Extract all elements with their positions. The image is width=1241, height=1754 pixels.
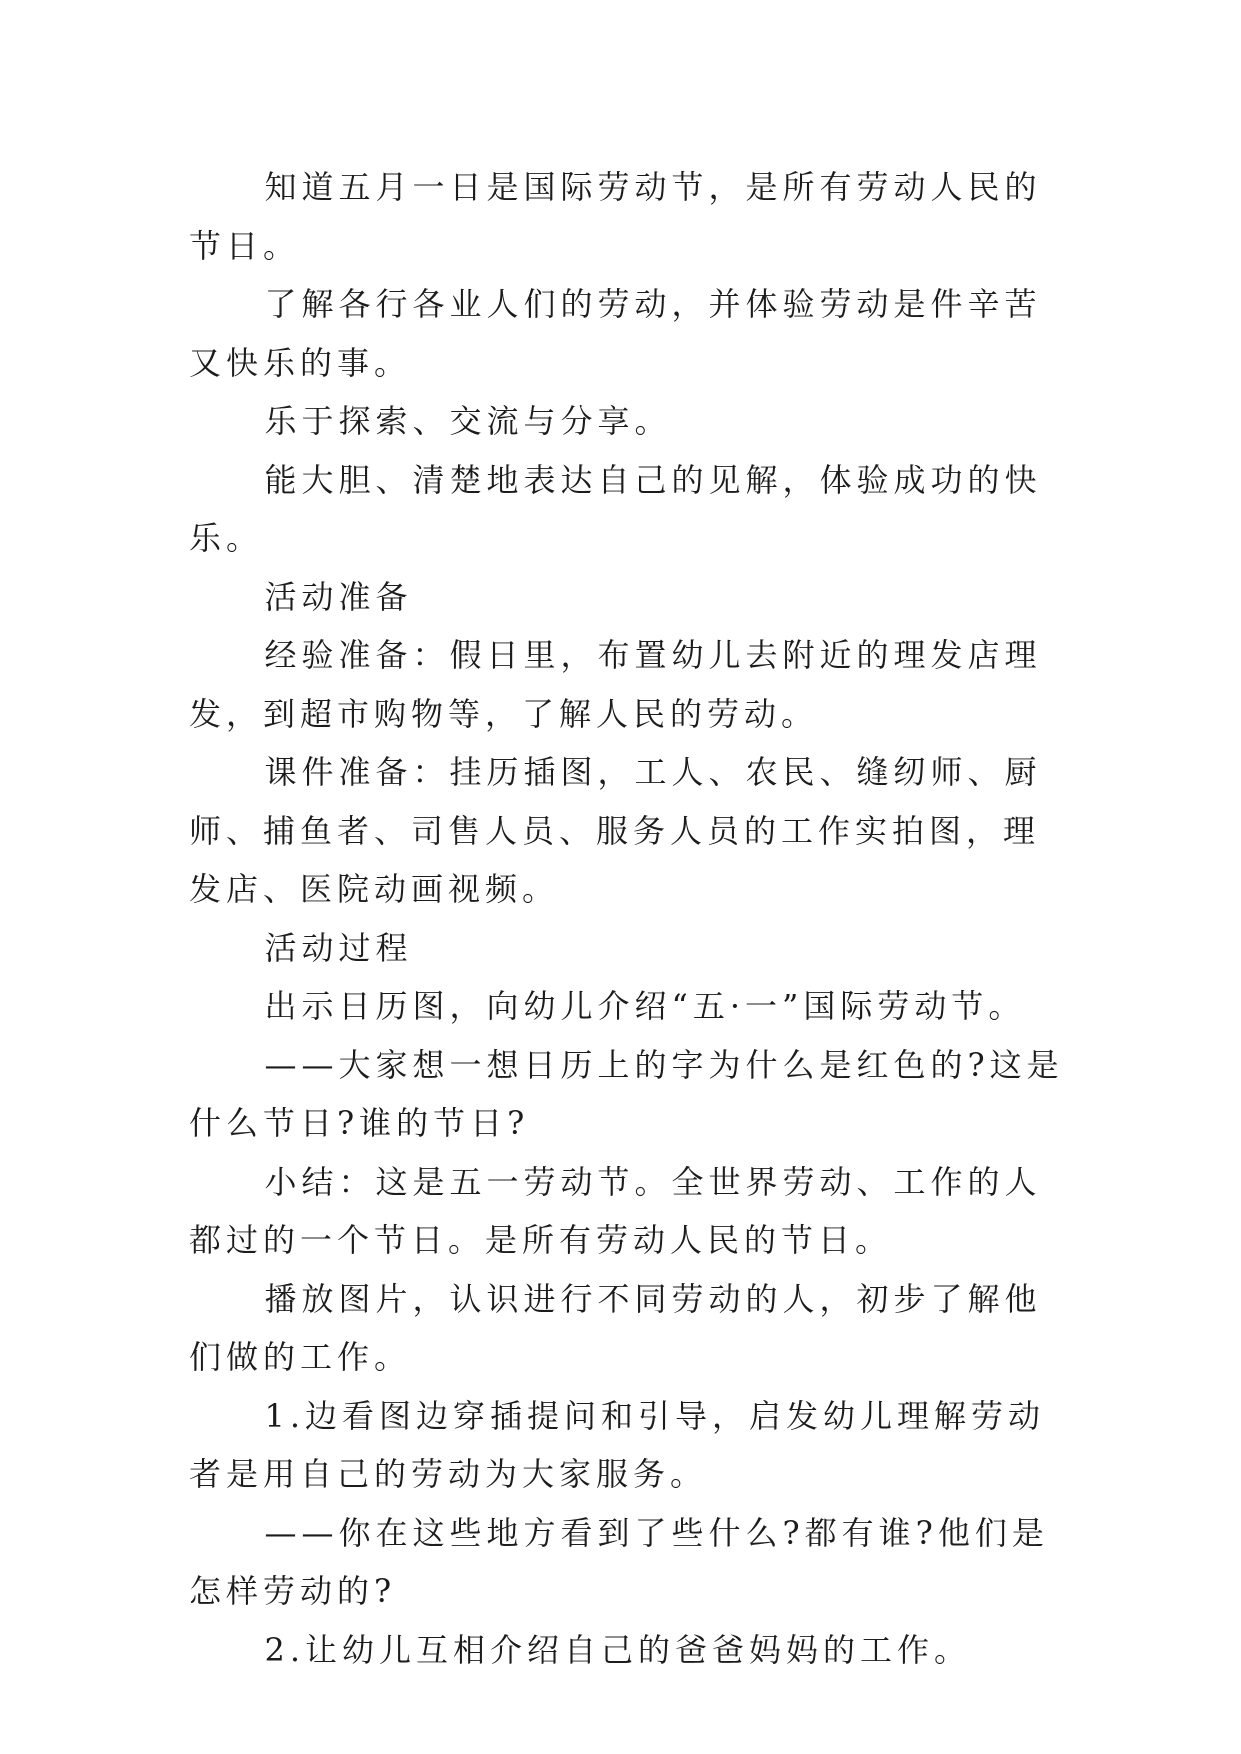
section-heading-preparation: 活动准备 bbox=[264, 577, 413, 616]
paragraph-calendar: 出示日历图，向幼儿介绍“五·一”国际劳动节。 bbox=[264, 987, 1026, 1025]
paragraph-goal-4: 能大胆、清楚地表达自己的见解，体验成功的快乐。 bbox=[189, 460, 1042, 557]
paragraph-experience-prep: 经验准备：假日里，布置幼儿去附近的理发店理发，到超市购物等，了解人民的劳动。 bbox=[189, 636, 1042, 733]
paragraph-goal-2: 了解各行各业人们的劳动，并体验劳动是件辛苦又快乐的事。 bbox=[189, 285, 1042, 382]
paragraph-goal-3: 乐于探索、交流与分享。 bbox=[264, 402, 672, 440]
paragraph-step-1: 1.边看图边穿插提问和引导，启发幼儿理解劳动者是用自己的劳动为大家服务。 bbox=[189, 1396, 1046, 1493]
paragraph-question-1: ——大家想一想日历上的字为什么是红色的?这是什么节日?谁的节日? bbox=[189, 1045, 1064, 1142]
paragraph-pictures: 播放图片，认识进行不同劳动的人，初步了解他们做的工作。 bbox=[189, 1279, 1042, 1376]
paragraph-step-2: 2.让幼儿互相介绍自己的爸爸妈妈的工作。 bbox=[264, 1630, 972, 1669]
paragraph-goal-1: 知道五月一日是国际劳动节，是所有劳动人民的节日。 bbox=[189, 168, 1042, 265]
paragraph-question-2: ——你在这些地方看到了些什么?都有谁?他们是怎样劳动的? bbox=[189, 1513, 1049, 1610]
section-heading-process: 活动过程 bbox=[264, 928, 413, 967]
document-body bbox=[189, 158, 1069, 1679]
paragraph-summary: 小结：这是五一劳动节。全世界劳动、工作的人都过的一个节日。是所有劳动人民的节日。 bbox=[189, 1162, 1042, 1259]
paragraph-courseware-prep: 课件准备：挂历插图，工人、农民、缝纫师、厨师、捕鱼者、司售人员、服务人员的工作实拍图，理发店、医院动画视频。 bbox=[189, 753, 1042, 908]
